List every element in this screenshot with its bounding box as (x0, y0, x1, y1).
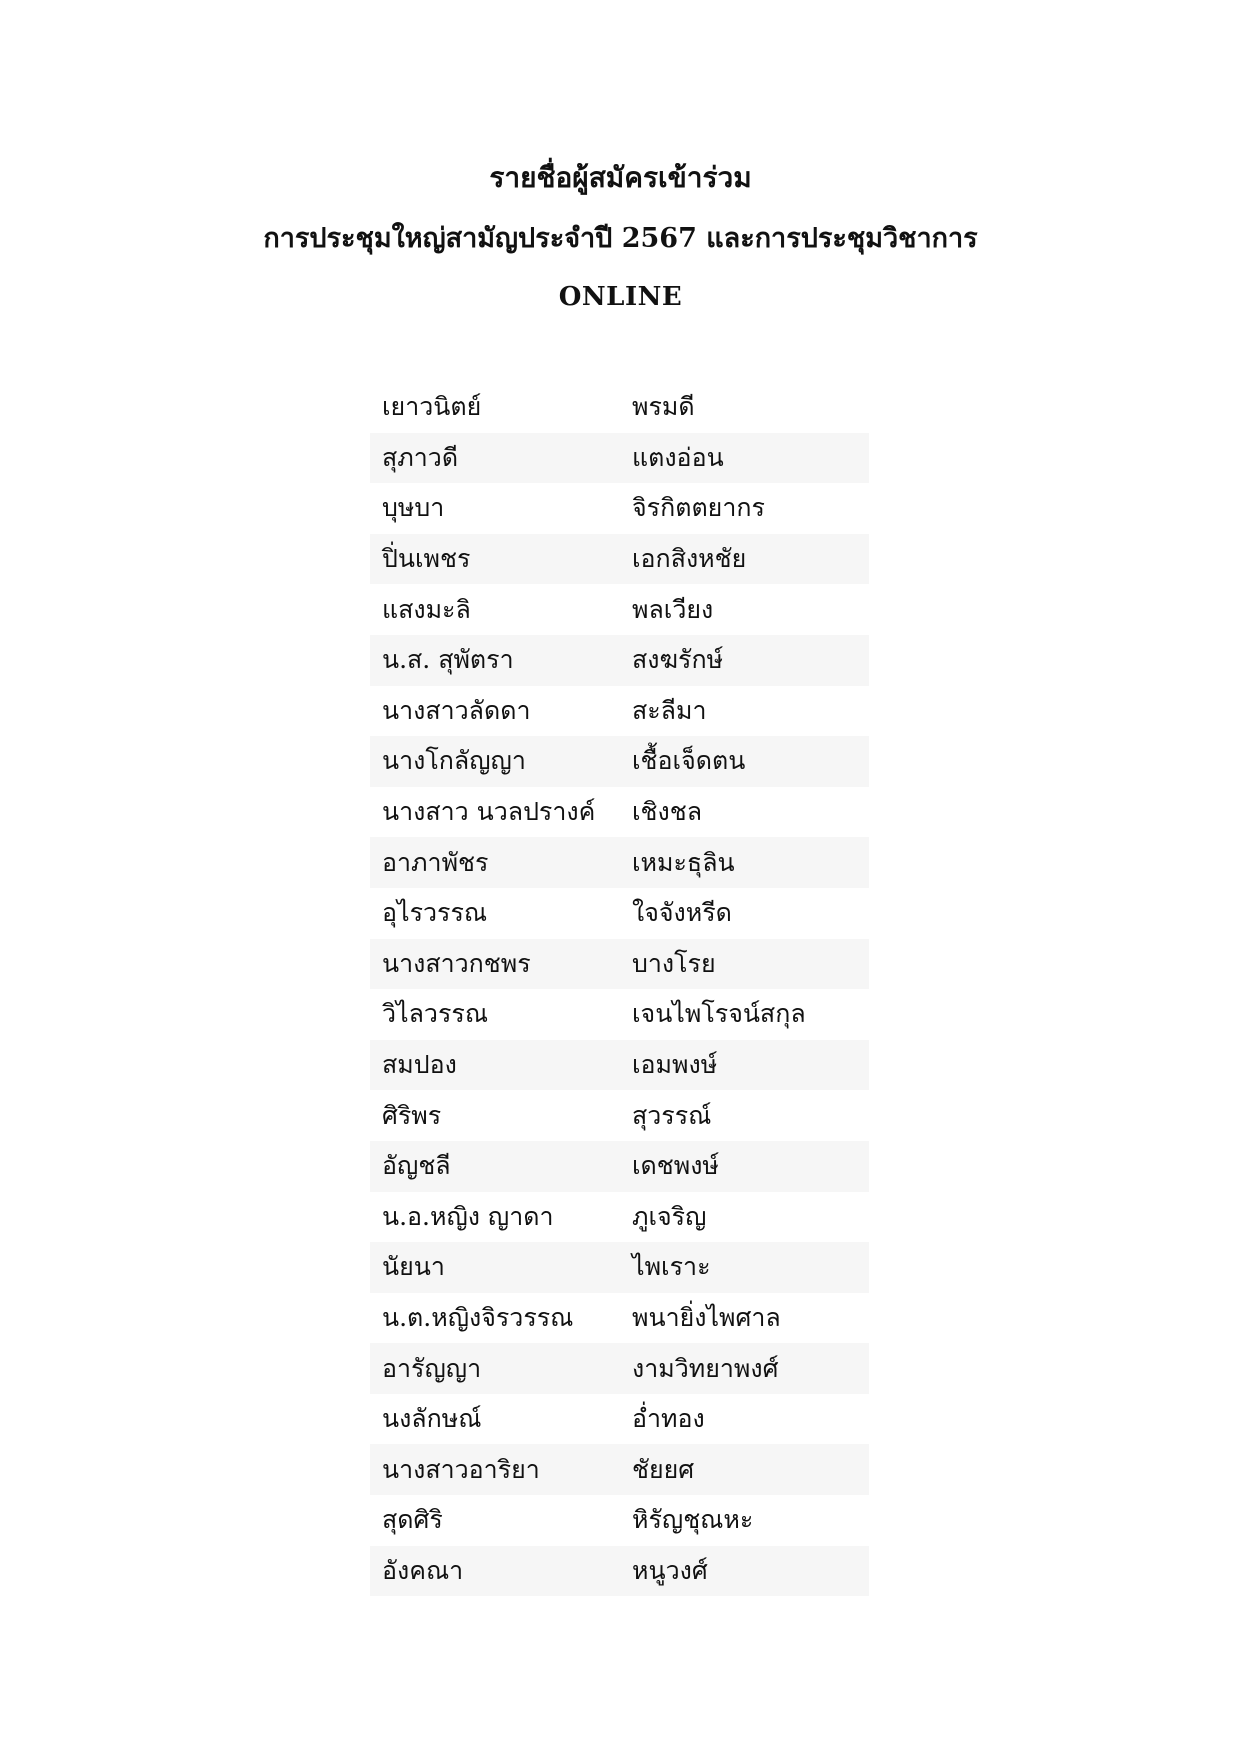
attendee-last-name: แตงอ่อน (632, 442, 724, 472)
attendee-row (370, 635, 869, 686)
attendee-first-name: บุษบา (382, 493, 445, 523)
attendee-last-name: งามวิทยาพงศ์ (632, 1353, 779, 1383)
attendee-row (370, 1192, 869, 1243)
attendee-row (370, 989, 869, 1040)
attendee-last-name: บางโรย (632, 948, 716, 978)
document-mode-label: ONLINE (558, 282, 683, 312)
attendee-row (370, 888, 869, 939)
attendee-row (370, 433, 869, 484)
attendee-row (370, 1242, 869, 1293)
document-title: รายชื่อผู้สมัครเข้าร่วม (489, 161, 752, 194)
attendee-last-name: สะลีมา (632, 695, 707, 725)
attendee-first-name: นัยนา (382, 1252, 445, 1282)
attendee-last-name: หนูวงศ์ (632, 1555, 708, 1585)
attendee-first-name: นงลักษณ์ (382, 1404, 482, 1434)
attendee-row (370, 787, 869, 838)
attendee-first-name: เยาวนิตย์ (382, 392, 482, 422)
attendee-last-name: พนายิ่งไพศาล (632, 1302, 781, 1332)
attendee-row (370, 1495, 869, 1546)
attendee-last-name: ชัยยศ (632, 1454, 695, 1484)
attendee-first-name: น.ส. สุพัตรา (382, 645, 514, 675)
attendee-row (370, 1444, 869, 1495)
attendee-first-name: อาภาพัชร (382, 847, 489, 877)
attendee-row (370, 736, 869, 787)
attendee-row (370, 837, 869, 888)
attendee-row (370, 483, 869, 534)
attendee-row (370, 686, 869, 737)
attendee-row (370, 1141, 869, 1192)
document-subtitle: การประชุมใหญ่สามัญประจำปี 2567 และการประชุมวิชาการ (263, 223, 978, 254)
attendee-table (370, 382, 869, 1596)
attendee-last-name: พรมดี (632, 392, 695, 422)
attendee-first-name: วิไลวรรณ (382, 999, 489, 1029)
attendee-first-name: นางสาวลัดดา (382, 695, 531, 725)
attendee-last-name: จิรกิตตยากร (632, 493, 765, 523)
attendee-first-name: สุภาวดี (382, 442, 459, 472)
attendee-last-name: เหมะธุลิน (632, 847, 735, 877)
attendee-first-name: สุดศิริ (382, 1505, 443, 1535)
attendee-first-name: นางสาวกชพร (382, 948, 531, 978)
attendee-first-name: นางสาวอาริยา (382, 1454, 540, 1484)
attendee-first-name: นางสาว นวลปรางค์ (382, 797, 596, 827)
attendee-row (370, 1546, 869, 1597)
attendee-last-name: ภูเจริญ (632, 1201, 707, 1231)
attendee-row (370, 1040, 869, 1091)
attendee-last-name: หิรัญชุณหะ (632, 1505, 754, 1535)
attendee-last-name: เจนไพโรจน์สกุล (632, 999, 806, 1029)
attendee-last-name: เดชพงษ์ (632, 1151, 719, 1181)
attendee-first-name: สมปอง (382, 1050, 457, 1080)
attendee-first-name: ปิ่นเพชร (382, 544, 471, 574)
attendee-last-name: สงฆรักษ์ (632, 645, 724, 675)
attendee-first-name: น.ต.หญิงจิรวรรณ (382, 1302, 574, 1332)
attendee-first-name: นางโกลัญญา (382, 746, 526, 776)
attendee-row (370, 584, 869, 635)
attendee-row (370, 1293, 869, 1344)
attendee-row (370, 1394, 869, 1445)
attendee-first-name: อัญชลี (382, 1151, 451, 1181)
attendee-last-name: สุวรรณ์ (632, 1100, 712, 1130)
attendee-row (370, 382, 869, 433)
attendee-last-name: พลเวียง (632, 594, 714, 624)
attendee-last-name: เชิงชล (632, 797, 703, 827)
attendee-first-name: ศิริพร (382, 1100, 442, 1130)
attendee-last-name: ไพเราะ (632, 1252, 711, 1282)
attendee-last-name: เชื้อเจ็ดตน (632, 746, 746, 776)
attendee-last-name: เอมพงษ์ (632, 1050, 718, 1080)
attendee-last-name: อ่ำทอง (632, 1404, 705, 1434)
attendee-row (370, 939, 869, 990)
attendee-first-name: อารัญญา (382, 1353, 482, 1383)
attendee-last-name: เอกสิงหชัย (632, 544, 747, 574)
attendee-last-name: ใจจังหรีด (632, 898, 732, 928)
attendee-row (370, 1343, 869, 1394)
attendee-row (370, 534, 869, 585)
attendee-first-name: แสงมะลิ (382, 594, 471, 624)
attendee-row (370, 1090, 869, 1141)
attendee-first-name: อุไรวรรณ (382, 898, 488, 928)
attendee-first-name: อังคณา (382, 1555, 464, 1585)
attendee-first-name: น.อ.หญิง ญาดา (382, 1201, 554, 1231)
